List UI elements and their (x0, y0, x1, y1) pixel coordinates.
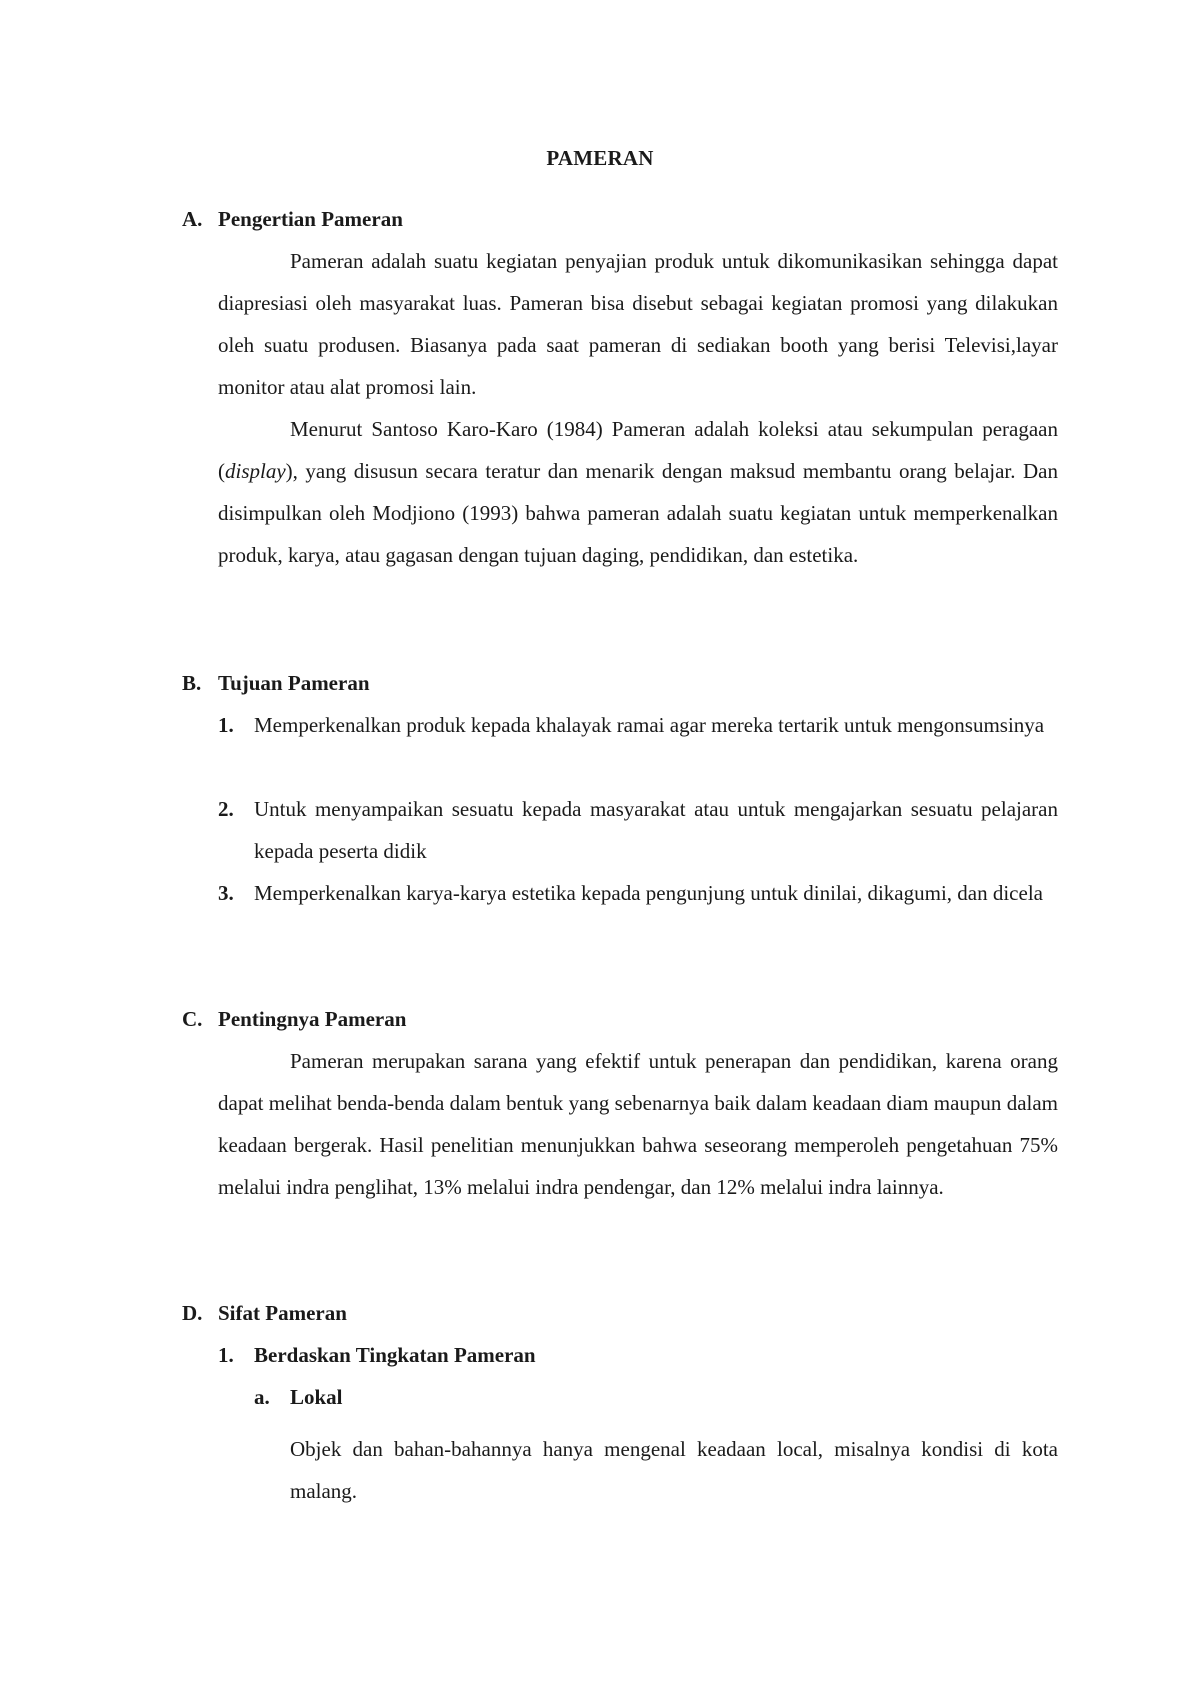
subsection-a-heading (254, 1384, 343, 1410)
section-a-paragraph-1: Pameran adalah suatu kegiatan penyajian produk untuk dikomunikasikan sehingga dapat diapresiasi oleh masyarakat luas. Pameran bisa disebut sebagai kegiatan promosi yang dilakukan oleh suatu produsen. Biasanya pada saat pameran di sediakan booth yang berisi Televisi,layar monitor atau alat promosi lain. (218, 249, 1058, 399)
section-c-paragraph-1: Pameran merupakan sarana yang efektif untuk penerapan dan pendidikan, karena orang dapat melihat benda-benda dalam bentuk yang sebenarnya baik dalam keadaan diam maupun dalam keadaan bergerak. Hasil penelitian menunjukkan bahwa seseorang memperoleh pengetahuan 75% melalui indra penglihat, 13% melalui indra pendengar, dan 12% melalui indra lainnya. (218, 1049, 1058, 1199)
subsection-1-heading (218, 1342, 536, 1368)
list-item-text: Untuk menyampaikan sesuatu kepada masyarakat atau untuk mengajarkan sesuatu pelajaran kepada peserta didik (254, 797, 1058, 863)
section-c-letter: C. (182, 1007, 203, 1031)
section-c-heading (182, 1006, 406, 1032)
section-d-title: Sifat Pameran (218, 1301, 347, 1325)
list-item-text: Memperkenalkan produk kepada khalayak ramai agar mereka tertarik untuk mengonsumsinya (254, 713, 1045, 737)
section-b-letter: B. (182, 671, 202, 695)
section-b-heading (182, 670, 370, 696)
list-item-number: 2. (218, 797, 234, 821)
list-item (218, 704, 1058, 746)
section-c-title: Pentingnya Pameran (218, 1007, 407, 1031)
subsection-a-title: Lokal (290, 1385, 343, 1409)
section-b-title: Tujuan Pameran (218, 671, 370, 695)
list-item-number: 3. (218, 881, 234, 905)
section-d-letter: D. (182, 1301, 203, 1325)
list-item (218, 872, 1058, 914)
section-a-heading (182, 206, 403, 232)
document-title: PAMERAN (546, 146, 654, 170)
italic-term: display (225, 459, 286, 483)
section-a-paragraph-2: Menurut Santoso Karo-Karo (1984) Pameran adalah koleksi atau sekumpulan peragaan (display), yang disusun secara teratur dan menarik dengan maksud membantu orang belajar. Dan disimpulkan oleh Modjiono (1993) bahwa pameran adalah suatu kegiatan untuk memperkenalkan produk, karya, atau gagasan dengan tujuan daging, pendidikan, dan estetika. (218, 417, 1058, 567)
subsection-a-paragraph: Objek dan bahan-bahannya hanya mengenal keadaan local, misalnya kondisi di kota malang. (290, 1437, 1058, 1503)
section-a-letter: A. (182, 207, 203, 231)
subsection-a-letter: a. (254, 1385, 270, 1409)
subsection-1-number: 1. (218, 1343, 234, 1367)
list-item (218, 788, 1058, 872)
section-a-title: Pengertian Pameran (218, 207, 403, 231)
section-d-heading (182, 1300, 347, 1326)
subsection-1-title: Berdaskan Tingkatan Pameran (254, 1343, 536, 1367)
list-item-text: Memperkenalkan karya-karya estetika kepada pengunjung untuk dinilai, dikagumi, dan dicela (254, 881, 1043, 905)
list-item-number: 1. (218, 713, 234, 737)
